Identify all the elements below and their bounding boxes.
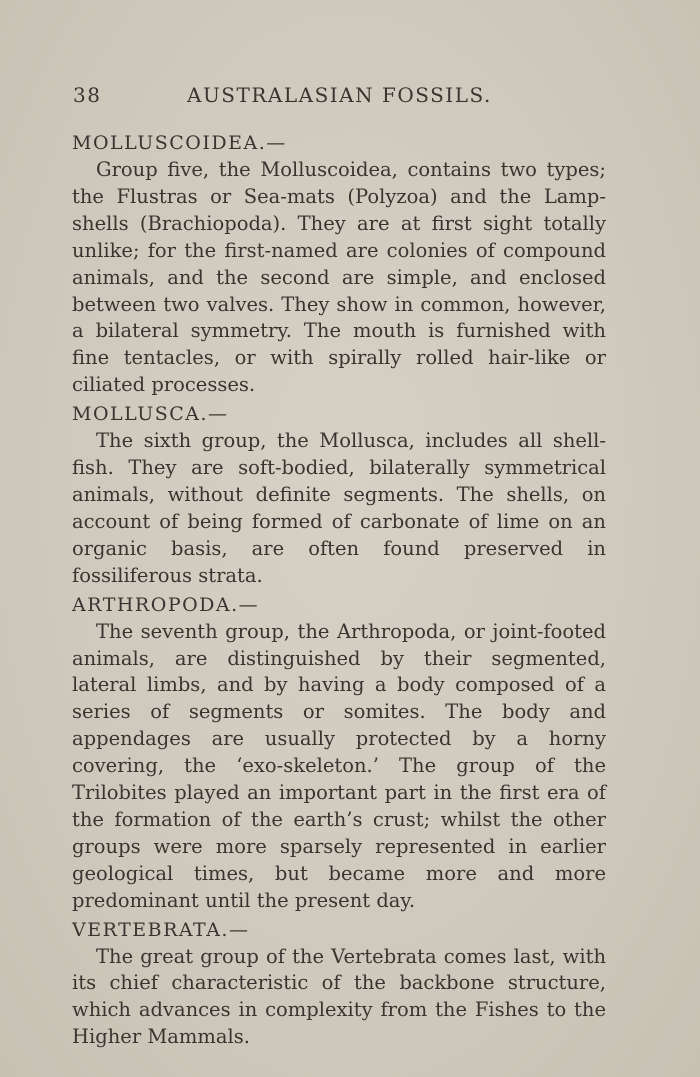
running-title: AUSTRALASIAN FOSSILS. (187, 83, 492, 107)
section-heading-arthropoda: ARTHROPODA.— (72, 593, 260, 616)
section-heading-molluscoidea: MOLLUSCOIDEA.— (72, 132, 287, 154)
paragraph-vertebrata: The great group of the Vertebrata comes last, with its chief characteristic of the backbone structure, which advances in complexity from the Fishes to the Higher Mammals. (72, 944, 606, 1049)
section-heading-mollusca: MOLLUSCA.— (72, 403, 229, 426)
paragraph-molluscoidea: Group five, the Molluscoidea, contains two types; the Flustras or Sea-mats (Polyzoa) and the Lamp-shells (Brachiopoda). They are at first sight totally unlike; for the first-named are colonies of compound animals, and the second are simple, and enclosed between two valves. They show in common, however, a bilateral symmetry. The mouth is furnished with fine tentacles, or with spirally rolled hair-like or ciliated processes. (72, 158, 606, 397)
paragraph-arthropoda: The seventh group, the Arthropoda, or joint-footed animals, are distinguished by their segmented, lateral limbs, and by having a body composed of a series of segments or somites. The body and appendages are usually protected by a horny covering, the ‘exo-skeleton.’ The group of the Trilobites played an important part in the first era of the formation of the earth’s crust; whilst the other groups were more sparsely represented in earlier geological times, but became more and more predominant until the present day. (72, 619, 606, 912)
running-head (73, 80, 598, 110)
section-heading-vertebrata: VERTEBRATA.— (72, 918, 250, 941)
page-number: 38 (73, 83, 102, 107)
body-text (72, 130, 606, 1053)
paragraph-mollusca: The sixth group, the Mollusca, includes all shell-fish. They are soft-bodied, bilaterally symmetrical animals, without definite segments. The shells, on account of being formed of carbonate of lime on an organic basis, are often found preserved in fossiliferous strata. (72, 429, 606, 587)
